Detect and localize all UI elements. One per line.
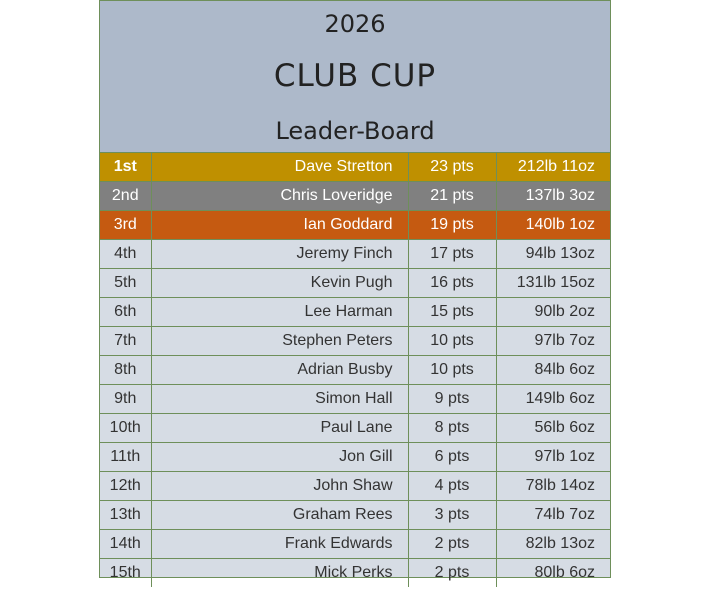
points-cell: 10 pts (408, 356, 496, 385)
table-row (100, 327, 610, 356)
position-cell: 2nd (100, 182, 151, 211)
points-cell: 19 pts (408, 211, 496, 240)
weight-cell: 80lb 6oz (496, 559, 610, 588)
table-row (100, 269, 610, 298)
name-cell: Lee Harman (151, 298, 408, 327)
weight-cell: 140lb 1oz (496, 211, 610, 240)
position-cell: 10th (100, 414, 151, 443)
points-cell: 10 pts (408, 327, 496, 356)
weight-cell: 212lb 11oz (496, 153, 610, 182)
table-row (100, 443, 610, 472)
table-row (100, 356, 610, 385)
table-row (100, 385, 610, 414)
standings-body (100, 153, 610, 588)
position-cell: 9th (100, 385, 151, 414)
points-cell: 23 pts (408, 153, 496, 182)
points-cell: 2 pts (408, 530, 496, 559)
name-cell: Ian Goddard (151, 211, 408, 240)
name-cell: Jon Gill (151, 443, 408, 472)
position-cell: 3rd (100, 211, 151, 240)
weight-cell: 137lb 3oz (496, 182, 610, 211)
page-subtitle: Leader-Board (275, 117, 435, 145)
position-cell: 4th (100, 240, 151, 269)
points-cell: 6 pts (408, 443, 496, 472)
position-cell: 1st (100, 153, 151, 182)
position-cell: 14th (100, 530, 151, 559)
name-cell: Dave Stretton (151, 153, 408, 182)
points-cell: 16 pts (408, 269, 496, 298)
standings-table (100, 152, 610, 587)
position-cell: 5th (100, 269, 151, 298)
position-cell: 8th (100, 356, 151, 385)
points-cell: 3 pts (408, 501, 496, 530)
points-cell: 2 pts (408, 559, 496, 588)
points-cell: 9 pts (408, 385, 496, 414)
position-cell: 15th (100, 559, 151, 588)
weight-cell: 56lb 6oz (496, 414, 610, 443)
name-cell: Adrian Busby (151, 356, 408, 385)
points-cell: 8 pts (408, 414, 496, 443)
leaderboard-header (100, 0, 610, 152)
weight-cell: 149lb 6oz (496, 385, 610, 414)
name-cell: Paul Lane (151, 414, 408, 443)
year-heading: 2026 (324, 10, 386, 38)
table-row (100, 240, 610, 269)
weight-cell: 82lb 13oz (496, 530, 610, 559)
page-title: CLUB CUP (273, 58, 437, 94)
position-cell: 13th (100, 501, 151, 530)
weight-cell: 131lb 15oz (496, 269, 610, 298)
weight-cell: 97lb 7oz (496, 327, 610, 356)
name-cell: Chris Loveridge (151, 182, 408, 211)
name-cell: Stephen Peters (151, 327, 408, 356)
name-cell: Graham Rees (151, 501, 408, 530)
weight-cell: 78lb 14oz (496, 472, 610, 501)
name-cell: Mick Perks (151, 559, 408, 588)
table-row (100, 414, 610, 443)
table-row (100, 211, 610, 240)
name-cell: Kevin Pugh (151, 269, 408, 298)
weight-cell: 94lb 13oz (496, 240, 610, 269)
weight-cell: 74lb 7oz (496, 501, 610, 530)
name-cell: Simon Hall (151, 385, 408, 414)
table-row (100, 530, 610, 559)
name-cell: John Shaw (151, 472, 408, 501)
table-row (100, 559, 610, 588)
weight-cell: 97lb 1oz (496, 443, 610, 472)
table-row (100, 501, 610, 530)
table-row (100, 472, 610, 501)
position-cell: 12th (100, 472, 151, 501)
weight-cell: 90lb 2oz (496, 298, 610, 327)
points-cell: 21 pts (408, 182, 496, 211)
weight-cell: 84lb 6oz (496, 356, 610, 385)
leaderboard (99, 0, 611, 581)
points-cell: 15 pts (408, 298, 496, 327)
name-cell: Jeremy Finch (151, 240, 408, 269)
position-cell: 7th (100, 327, 151, 356)
name-cell: Frank Edwards (151, 530, 408, 559)
points-cell: 4 pts (408, 472, 496, 501)
table-row (100, 153, 610, 182)
points-cell: 17 pts (408, 240, 496, 269)
table-row (100, 298, 610, 327)
table-row (100, 182, 610, 211)
position-cell: 6th (100, 298, 151, 327)
position-cell: 11th (100, 443, 151, 472)
